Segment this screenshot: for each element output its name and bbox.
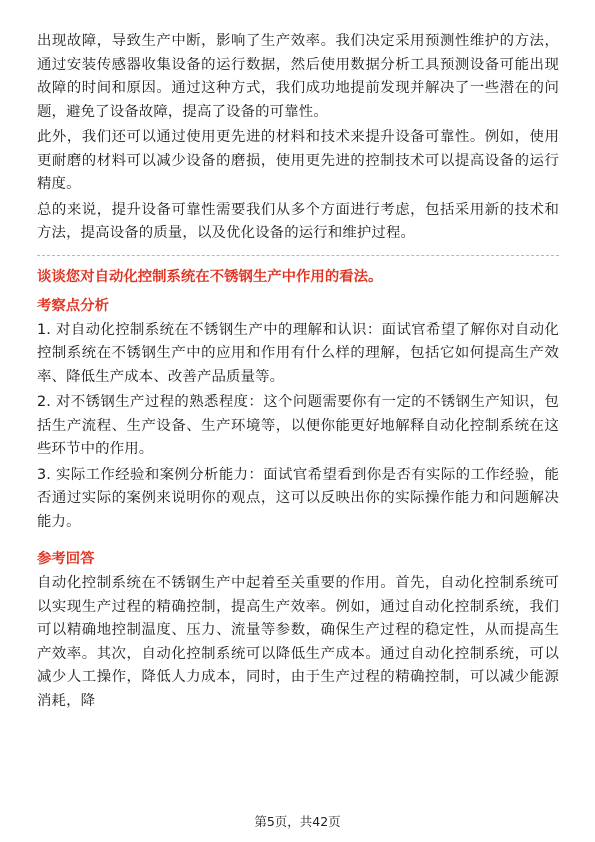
document-page — [37, 30, 559, 713]
intro-paragraph-1: 出现故障，导致生产中断，影响了生产效率。我们决定采用预测性维护的方法，通过安装传感器收集设备的运行数据，然后使用数据分析工具预测设备可能出现故障的时间和原因。通过这种方式，我们成功地提前发现并解决了一些潜在的问题，避免了设备故障，提高了设备的可靠性。 — [37, 33, 559, 120]
analysis-item-1: 1. 对自动化控制系统在不锈钢生产中的理解和认识：面试官希望了解你对自动化控制系统在不锈钢生产中的应用和作用有什么样的理解，包括它如何提高生产效率、降低生产成本、改善产品质量等。 — [37, 321, 559, 385]
intro-paragraph-2: 此外，我们还可以通过使用更先进的材料和技术来提升设备可靠性。例如，使用更耐磨的材料可以减少设备的磨损，使用更先进的控制技术可以提高设备的运行精度。 — [37, 129, 559, 192]
interview-question: 谈谈您对自动化控制系统在不锈钢生产中作用的看法。 — [37, 268, 383, 285]
analysis-item-3: 3. 实际工作经验和案例分析能力：面试官希望看到你是否有实际的工作经验，能否通过实际的案例来说明你的观点，这可以反映出你的实际操作能力和问题解决能力。 — [37, 466, 559, 530]
analysis-item-2: 2. 对不锈钢生产过程的熟悉程度：这个问题需要你有一定的不锈钢生产知识，包括生产流程、生产设备、生产环境等，以便你能更好地解释自动化控制系统在这些环节中的作用。 — [37, 394, 559, 457]
reference-heading: 参考回答 — [37, 551, 95, 567]
intro-paragraph-3: 总的来说，提升设备可靠性需要我们从多个方面进行考虑，包括采用新的技术和方法，提高设备的质量，以及优化设备的运行和维护过程。 — [37, 201, 559, 241]
reference-answer: 自动化控制系统在不锈钢生产中起着至关重要的作用。首先，自动化控制系统可以实现生产过程的精确控制，提高生产效率。例如，通过自动化控制系统，我们可以精确地控制温度、压力、流量等参数，确保生产过程的稳定性，从而提高生产效率。其次，自动化控制系统可以降低生产成本。通过自动化控制系统，可以减少人工操作，降低人力成本，同时，由于生产过程的精确控制，可以减少能源消耗，降 — [37, 575, 559, 709]
page-number: 第5页，共42页 — [254, 814, 341, 829]
analysis-heading: 考察点分析 — [37, 297, 109, 314]
section-divider — [37, 255, 559, 256]
